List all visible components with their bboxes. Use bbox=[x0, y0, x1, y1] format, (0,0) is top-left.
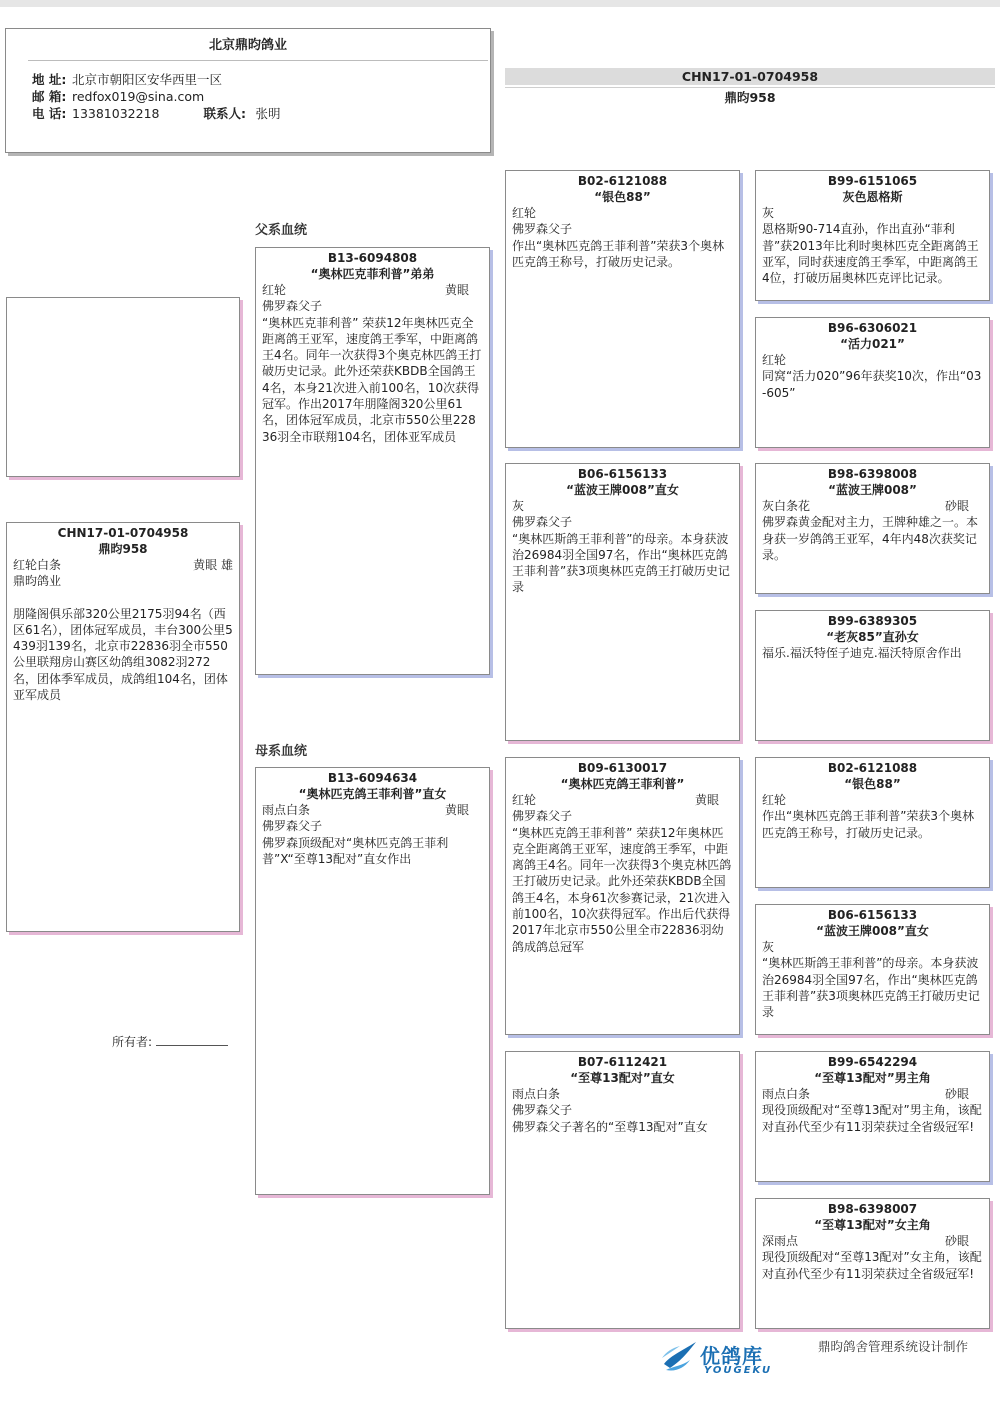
eye-type: 砂眼 bbox=[944, 499, 969, 513]
sire-sire-card bbox=[505, 170, 740, 448]
sire-dam-dam-card bbox=[755, 610, 990, 741]
ring-code: B98-6398008 bbox=[827, 467, 918, 481]
feather-color: 深雨点 bbox=[762, 1234, 799, 1248]
ring-code: B06-6156133 bbox=[577, 467, 668, 481]
ring-code: B02-6121088 bbox=[577, 174, 668, 188]
feather-color: 红轮白条 bbox=[13, 558, 62, 572]
feather-color: 灰 bbox=[512, 499, 525, 513]
breeder: 佛罗森父子 bbox=[262, 819, 323, 834]
breeder: 佛罗森父子 bbox=[512, 515, 573, 530]
bird-description: “奥林匹克菲利普” 荣获12年奥林匹克全距离鸽王亚军，速度鸽王季军，中距离鸽王4名。同年一次获得3个奥克林匹鸽王打破历史记录。此外还荣获KBDB全国鸽王4名，本身21次进入前100名，10次获得冠军。作出2017年朋隆阁320公里61名，团体冠军成员，北京市550公里22836羽全市联翔104名，团体亚军成员 bbox=[262, 315, 482, 444]
logo-text-en: YOUGEKU bbox=[704, 1365, 773, 1376]
mother-line-label: 母系血统 bbox=[255, 744, 308, 759]
feather-color: 灰 bbox=[762, 940, 775, 954]
bird-description: 作出“奥林匹克鸽王菲利普”荣获3个奥林匹克鸽王称号，打破历史记录。 bbox=[762, 809, 975, 840]
bird-photo-frame bbox=[6, 297, 240, 477]
bird-name: “蓝波王牌008”直女 bbox=[566, 483, 679, 497]
contact-label: 联系人: bbox=[203, 106, 246, 121]
email-value: redfox019@sina.com bbox=[72, 89, 205, 104]
bird-name: “至尊13配对”女主角 bbox=[814, 1218, 931, 1232]
phone-label: 电 话: bbox=[32, 106, 67, 121]
bird-description: “奥林匹克鸽王菲利普” 荣获12年奥林匹克全距离鸽王亚军，速度鸽王季军，中距离鸽王4名。同年一次获得3个奥克林匹鸽王打破历史记录。此外还荣获KBDB全国鸽王4名，本身61次参赛记录，21次进入前100名，10次获得冠军。作出后代获得2017年北京市550公里全市22836羽幼鸽成鸽总冠军 bbox=[512, 825, 732, 954]
owner-name: 鼎昀鸽业 bbox=[13, 574, 62, 589]
feather-color: 雨点白条 bbox=[762, 1087, 811, 1101]
brand-logo bbox=[660, 1336, 800, 1380]
logo-text-cn: 优鸽库 bbox=[700, 1344, 763, 1368]
ring-code: B96-6306021 bbox=[827, 321, 918, 335]
ring-code: B07-6112421 bbox=[577, 1055, 668, 1069]
bird-name: “银色88” bbox=[844, 777, 901, 791]
feather-color: 雨点白条 bbox=[512, 1087, 561, 1101]
bird-name: “老灰85”直孙女 bbox=[826, 630, 919, 644]
sire-dam-sire-card bbox=[755, 463, 990, 594]
eye-type: 黄眼 bbox=[444, 803, 469, 817]
breeder: 佛罗森父子 bbox=[512, 1103, 573, 1118]
eye-type: 砂眼 bbox=[944, 1087, 969, 1101]
ring-code: B99-6389305 bbox=[827, 614, 918, 628]
bird-description: “奥林匹斯鸽王菲利普”的母亲。本身获波治26984羽全国97名，作出“奥林匹克鸽王菲利普”获3项奥林匹克鸽王打破历史记录 bbox=[512, 531, 730, 595]
breeder: 佛罗森父子 bbox=[262, 299, 323, 314]
breeder: 佛罗森父子 bbox=[512, 222, 573, 237]
divider bbox=[28, 60, 488, 61]
email-label: 邮 箱: bbox=[32, 89, 67, 104]
bird-name: 鼎昀958 bbox=[98, 542, 148, 556]
self-bird-card bbox=[6, 522, 240, 932]
bird-name: “至尊13配对”男主角 bbox=[814, 1071, 931, 1085]
bird-description: “奥林匹斯鸽王菲利普”的母亲。本身获波治26984羽全国97名，作出“奥林匹克鸽王菲利普”获3项奥林匹克鸽王打破历史记录 bbox=[762, 956, 980, 1020]
bird-name: “活力021” bbox=[840, 337, 905, 351]
sire-dam-card bbox=[505, 463, 740, 741]
bird-name: “奥林匹克鸽王菲利普”直女 bbox=[298, 787, 447, 801]
header-ring-code: CHN17-01-0704958 bbox=[681, 69, 819, 84]
sire-sire-dam-card bbox=[755, 317, 990, 448]
bird-description: 福乐.福沃特侄子迪克.福沃特原舍作出 bbox=[762, 646, 962, 660]
bird-description: 现役顶级配对“至尊13配对”女主角，该配对直孙代至少有11羽荣获过全省级冠军! bbox=[762, 1250, 982, 1281]
sire-sire-sire-card bbox=[755, 170, 990, 301]
pigeon-logo-icon bbox=[660, 1336, 700, 1376]
feather-color: 红轮 bbox=[512, 206, 537, 220]
dam-sire-dam-card bbox=[755, 904, 990, 1035]
feather-color: 雨点白条 bbox=[262, 803, 311, 817]
feather-color: 红轮 bbox=[512, 793, 537, 807]
header-divider bbox=[505, 87, 995, 88]
bird-description: 佛罗森顶级配对“奥林匹克鸽王菲利普”X“至尊13配对”直女作出 bbox=[262, 835, 449, 866]
ring-code: B09-6130017 bbox=[577, 761, 668, 775]
eye-type: 黄眼 bbox=[694, 793, 719, 807]
feather-color: 红轮 bbox=[762, 793, 787, 807]
ring-code: B98-6398007 bbox=[827, 1202, 918, 1216]
ring-code: B02-6121088 bbox=[827, 761, 918, 775]
address-value: 北京市朝阳区安华西里一区 bbox=[72, 72, 223, 87]
bird-name: “蓝波王牌008” bbox=[828, 483, 917, 497]
footer-credit: 鼎昀鸽舍管理系统设计制作 bbox=[818, 1339, 969, 1354]
bird-name: “至尊13配对”直女 bbox=[570, 1071, 675, 1085]
feather-color: 红轮 bbox=[262, 283, 287, 297]
bird-description: 佛罗森父子著名的“至尊13配对”直女 bbox=[512, 1119, 708, 1134]
dam-sire-card bbox=[505, 757, 740, 1035]
contact-value: 张明 bbox=[255, 106, 281, 121]
eye-type: 黄眼 bbox=[444, 283, 469, 297]
address-label: 地 址: bbox=[32, 72, 67, 87]
eye-sex: 黄眼 雄 bbox=[193, 558, 233, 572]
ring-code: B13-6094634 bbox=[327, 771, 418, 785]
bird-description: 恩格斯90-714直孙，作出直孙“菲利普”获2013年比利时奥林匹克全距离鸽王亚军，同时获速度鸽王季军，中距离鸽王4位，打破历届奥林匹克评比记录。 bbox=[762, 222, 979, 286]
bird-description: 佛罗森黄金配对主力，王牌种雄之一。本身获一岁鸽鸽王亚军，4年内48次获奖记录。 bbox=[762, 515, 979, 562]
ring-code: CHN17-01-0704958 bbox=[57, 526, 189, 540]
owner-label: 所有者: bbox=[112, 1035, 153, 1049]
dam-dam-card bbox=[505, 1051, 740, 1329]
owner-signature-line bbox=[156, 1035, 228, 1046]
feather-color: 灰 bbox=[762, 206, 775, 220]
phone-value: 13381032218 bbox=[72, 106, 160, 121]
bird-name: “蓝波王牌008”直女 bbox=[816, 924, 929, 938]
dam-card bbox=[255, 767, 490, 1195]
dam-dam-dam-card bbox=[755, 1198, 990, 1329]
ring-code: B99-6151065 bbox=[827, 174, 918, 188]
bird-description: 现役顶级配对“至尊13配对”男主角，该配对直孙代至少有11羽荣获过全省级冠军! bbox=[762, 1103, 982, 1134]
company-card bbox=[5, 28, 491, 153]
bird-name: “奥林匹克鸽王菲利普” bbox=[560, 777, 685, 791]
feather-color: 红轮 bbox=[762, 353, 787, 367]
bird-name: “银色88” bbox=[594, 190, 651, 204]
header-bird-name: 鼎昀958 bbox=[724, 90, 776, 105]
top-bar bbox=[0, 0, 1000, 7]
ring-code: B06-6156133 bbox=[827, 908, 918, 922]
sire-card bbox=[255, 247, 490, 675]
ring-code: B99-6542294 bbox=[827, 1055, 918, 1069]
company-title: 北京鼎昀鸽业 bbox=[208, 38, 287, 53]
feather-color: 灰白条花 bbox=[762, 499, 811, 513]
bird-description: 作出“奥林匹克鸽王菲利普”荣获3个奥林匹克鸽王称号，打破历史记录。 bbox=[512, 238, 725, 269]
owner-field bbox=[112, 1033, 228, 1050]
bird-name: “奥林匹克菲利普”弟弟 bbox=[310, 267, 435, 281]
ring-code: B13-6094808 bbox=[327, 251, 418, 265]
breeder: 佛罗森父子 bbox=[512, 809, 573, 824]
bird-name: 灰色恩格斯 bbox=[842, 190, 903, 204]
dam-sire-sire-card bbox=[755, 757, 990, 888]
bird-description: 朋隆阁俱乐部320公里2175羽94名（西区61名），团体冠军成员，丰台300公里5439羽139名，北京市22836羽全市550公里联翔房山赛区幼鸽组3082羽272名，团体季军成员，成鸽组104名，团体亚军成员 bbox=[13, 606, 233, 703]
dam-dam-sire-card bbox=[755, 1051, 990, 1182]
father-line-label: 父系血统 bbox=[255, 223, 308, 238]
company-info bbox=[32, 71, 281, 122]
eye-type: 砂眼 bbox=[944, 1234, 969, 1248]
bird-description: 同窝“活力020”96年获奖10次，作出“03-605” bbox=[762, 369, 982, 400]
